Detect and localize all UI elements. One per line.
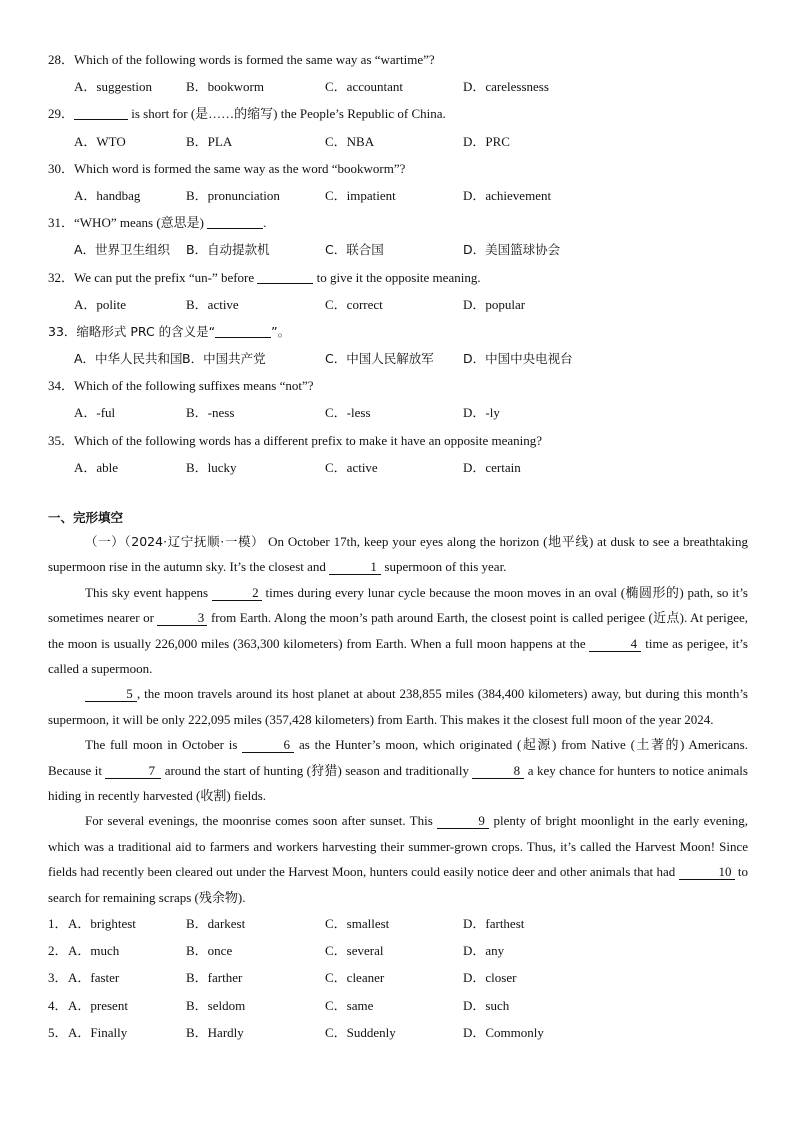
question-35 [48, 427, 748, 454]
passage-paragraph-2 [48, 580, 748, 682]
option-c: C．active [325, 459, 378, 475]
blank-5: 5 [85, 686, 137, 702]
blank-10: 10 [679, 864, 735, 880]
passage-text: This sky event happens [85, 584, 212, 600]
passage-paragraph-4 [48, 732, 748, 808]
blank-9: 9 [437, 813, 489, 829]
option-c: C．same [325, 997, 374, 1013]
options-31 [48, 236, 748, 263]
passage-paragraph-1 [48, 529, 748, 580]
passage-text: For several evenings, the moonrise comes soon after sunset. This [85, 813, 438, 829]
option-c: C．smallest [325, 916, 390, 932]
option-d: D．carelessness [463, 79, 549, 95]
option-b: B．PLA [186, 133, 233, 149]
question-30 [48, 155, 748, 182]
question-number: 33． [48, 323, 77, 339]
option-c: C．Suddenly [325, 1024, 396, 1040]
option-d: D．closer [463, 970, 517, 986]
options-32 [48, 291, 748, 318]
passage-text: around the start of hunting (狩猎) season and traditionally [161, 762, 473, 778]
question-number: 34． [48, 378, 75, 394]
options-28 [48, 73, 748, 100]
question-stem: Which word is formed the same way as the word “bookworm”? [74, 160, 406, 176]
blank-6: 6 [242, 737, 294, 753]
options-34 [48, 399, 748, 426]
option-d: D．such [463, 997, 510, 1013]
question-number: 32． [48, 269, 75, 285]
options-29 [48, 128, 748, 155]
option-c: C．impatient [325, 187, 396, 203]
question-stem-end: ”。 [271, 323, 291, 339]
option-c: C．NBA [325, 133, 375, 149]
passage-text: supermoon of this year. [381, 559, 507, 575]
blank-4: 4 [589, 636, 641, 652]
blank-1: 1 [329, 559, 381, 575]
blank-2: 2 [212, 585, 262, 601]
question-32 [48, 264, 748, 291]
option-c: C．中国人民解放军 [325, 351, 434, 367]
option-a: A．brightest [68, 916, 136, 932]
question-stem: Which of the following words is formed the same way as “wartime”? [74, 52, 435, 67]
blank-8: 8 [472, 763, 524, 779]
answer-number: 3． [48, 970, 68, 986]
options-33 [48, 345, 748, 372]
question-stem: Which of the following suffixes means “not”? [74, 378, 314, 394]
question-number: 29． [48, 106, 75, 122]
question-33 [48, 318, 748, 345]
option-b: B．bookworm [186, 79, 265, 95]
option-a: A．-ful [74, 405, 116, 421]
question-number: 35． [48, 432, 75, 448]
passage-paragraph-5 [48, 808, 748, 910]
option-d: D．any [463, 943, 505, 959]
passage-paragraph-3 [48, 681, 748, 732]
question-stem: “WHO” means (意思是) [74, 215, 208, 231]
option-a: A．Finally [68, 1024, 128, 1040]
question-31 [48, 209, 748, 236]
question-28 [48, 46, 748, 73]
option-a: A．handbag [74, 187, 141, 203]
option-a: A．WTO [74, 133, 126, 149]
question-stem: We can put the prefix “un-” before [74, 269, 258, 285]
question-stem: Which of the following words has a different prefix to make it have an opposite meaning? [74, 432, 542, 448]
options-35 [48, 454, 748, 481]
question-number: 31． [48, 215, 75, 231]
option-a: A．faster [68, 970, 120, 986]
question-stem-end: to give it the opposite meaning. [313, 269, 481, 285]
answer-blank [207, 214, 263, 229]
option-b: B．中国共产党 [182, 351, 266, 367]
answer-number: 2． [48, 943, 68, 959]
passage-text: from Earth. Along the moon’s path around Earth, the closest point is called perigee (近点). At perigee, the moon is usually 226,000 miles (363,300 kilometers) from Earth. When a full moon happens at the [48, 610, 749, 651]
answer-row-2 [48, 937, 748, 964]
answer-number: 5． [48, 1024, 68, 1040]
option-b: B．seldom [186, 997, 246, 1013]
option-b: B．pronunciation [186, 187, 280, 203]
option-d: D．achievement [463, 187, 552, 203]
passage-text: to search for remaining scraps (残余物). [48, 864, 748, 905]
option-a: A．suggestion [74, 79, 153, 95]
option-c: C．accountant [325, 79, 403, 95]
option-a: A．present [68, 997, 128, 1013]
option-c: C．cleaner [325, 970, 385, 986]
option-d: D．farthest [463, 916, 525, 932]
question-stem-end: . [263, 215, 267, 231]
option-c: C．several [325, 943, 384, 959]
option-c: C．correct [325, 296, 383, 312]
answer-row-5 [48, 1019, 748, 1046]
answer-blank [215, 323, 271, 338]
passage-text: a key chance for hunters to notice animals hiding in recently harvested (收割) fields. [48, 762, 748, 804]
passage-source: （一）（2024·辽宁抚顺·一模） [85, 534, 265, 549]
answer-blank [74, 105, 128, 120]
option-b: B．自动提款机 [186, 242, 270, 258]
passage-text: , the moon travels around its host planet at about 238,855 miles (384,400 kilometers) away, but during this month’s supermoon, it will be only 222,095 miles (357,428 kilometers) from Earth. This makes it the closest full moon of the year 2024. [48, 686, 748, 727]
answer-row-1 [48, 910, 748, 937]
option-b: B．farther [186, 970, 243, 986]
passage-text: time as perigee, it’s called a supermoon. [48, 635, 748, 677]
options-30 [48, 182, 748, 209]
blank-7: 7 [105, 763, 161, 779]
option-d: D．certain [463, 459, 521, 475]
passage-text: plenty of bright moonlight in the early evening, which was a traditional aid to farmers and workers harvesting their summer-grown crops. Thus, it’s called the Harvest Moon! Since fields had recently been cleared out under the Harvest Moon, hunters could easily notice deer and other animals that had [48, 813, 748, 880]
option-b: B．once [186, 943, 233, 959]
question-stem: 缩略形式 PRC 的含义是“ [76, 323, 216, 339]
question-34 [48, 372, 748, 399]
option-b: B．-ness [186, 405, 235, 421]
option-d: D．美国篮球协会 [463, 242, 561, 258]
answer-number: 1． [48, 916, 68, 932]
option-c: C．联合国 [325, 242, 384, 258]
passage-text: as the Hunter’s moon, which originated (起源) from Native (土著的) Americans. Because it [48, 737, 748, 778]
question-stem: is short for (是……的缩写) the People’s Republic of China. [128, 106, 446, 122]
passage-text: On October 17th, keep your eyes along the horizon (地平线) at dusk to see a breathtaking supermoon rise in the autumn sky. It’s the closest and [48, 534, 748, 575]
option-a: A．able [74, 459, 119, 475]
passage-text: The full moon in October is [85, 737, 243, 753]
option-b: B．active [186, 296, 239, 312]
question-29 [48, 100, 748, 127]
question-number: 30． [48, 160, 75, 176]
option-d: D．PRC [463, 133, 510, 149]
option-a: A．世界卫生组织 [74, 242, 171, 258]
blank-3: 3 [157, 610, 207, 626]
option-c: C．-less [325, 405, 371, 421]
answer-number: 4． [48, 997, 68, 1013]
question-number: 28． [48, 52, 75, 67]
answer-row-3 [48, 964, 748, 991]
option-d: D．popular [463, 296, 526, 312]
option-a: A．中华人民共和国 [74, 351, 183, 367]
option-b: B．lucky [186, 459, 237, 475]
option-d: D．中国中央电视台 [463, 351, 573, 367]
answer-row-4 [48, 992, 748, 1019]
passage-text: times during every lunar cycle because the moon moves in an oval (椭圆形的) path, so it’s sometimes nearer or [48, 584, 748, 626]
option-a: A．polite [74, 296, 126, 312]
answer-blank [257, 269, 313, 284]
option-a: A．much [68, 943, 120, 959]
option-d: D．Commonly [463, 1024, 544, 1040]
exam-page [48, 46, 748, 1046]
option-d: D．-ly [463, 405, 500, 421]
section-title: 一、完形填空 [48, 510, 124, 525]
option-b: B．Hardly [186, 1024, 244, 1040]
option-b: B．darkest [186, 916, 246, 932]
